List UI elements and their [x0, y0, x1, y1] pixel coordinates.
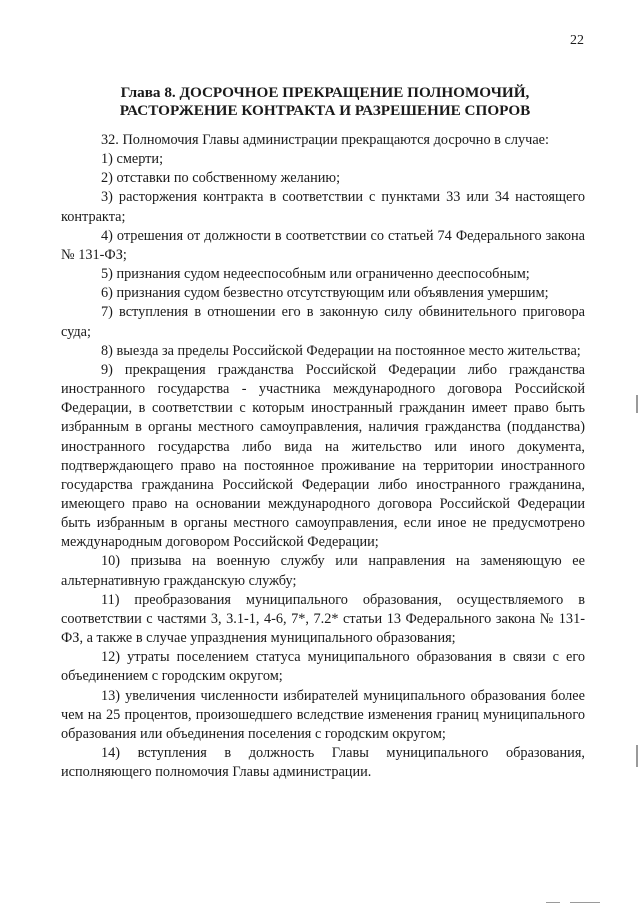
chapter-title [60, 84, 590, 120]
list-item: 10) призыва на военную службу или направления на заменяющую ее альтернативную гражданскую службу; [61, 553, 585, 589]
scan-edge-mark [546, 902, 560, 903]
list-item: 11) преобразования муниципального образования, осуществляемого в соответствии с частями 3, 3.1-1, 4-6, 7*, 7.2* статьи 13 Федерального закона № 131-ФЗ, а также в случае упразднения муниципального образования; [61, 591, 585, 647]
paragraph-intro: 32. Полномочия Главы администрации прекращаются досрочно в случае: [101, 132, 549, 148]
scan-edge-mark [636, 395, 638, 413]
list-item: 13) увеличения численности избирателей муниципального образования более чем на 25 процентов, произошедшего вследствие изменения границ муниципального образования или объединения поселения с городским округом; [61, 687, 585, 742]
list-item: 12) утраты поселением статуса муниципального образования в связи с его объединением с городским округом; [61, 649, 585, 685]
scan-edge-mark [570, 902, 600, 903]
list-item: 9) прекращения гражданства Российской Федерации либо гражданства иностранного государства - участника международного договора Российской Федерации, в соответствии с которым иностранный гражданин имеет право быть избранным в органы местного самоуправления, наличия гражданства (подданства) иностранного государства либо вида на жительство или иного документа, подтверждающего право на постоянное проживание на территории иностранного государства гражданина Российской Федерации либо иностранного гражданина, имеющего право на основании международного договора Российской Федерации быть избранным в органы местного самоуправления, если иное не предусмотрено международным договором Российской Федерации; [61, 361, 585, 551]
list-item: 5) признания судом недееспособным или ограниченно дееспособным; [101, 266, 530, 283]
list-item: 8) выезда за пределы Российской Федерации на постоянное место жительства; [101, 342, 581, 359]
list-item: 7) вступления в отношении его в законную силу обвинительного приговора суда; [61, 304, 585, 340]
list-item: 6) признания судом безвестно отсутствующим или объявления умершим; [101, 285, 549, 302]
list-item: 4) отрешения от должности в соответствии со статьей 74 Федерального закона № 131-ФЗ; [61, 227, 585, 263]
list-item: 1) смерти; [101, 151, 164, 168]
chapter-title-line-2: РАСТОРЖЕНИЕ КОНТРАКТА И РАЗРЕШЕНИЕ СПОРОВ [119, 102, 531, 119]
document-body [61, 131, 585, 782]
list-item: 14) вступления в должность Главы муниципального образования, исполняющего полномочия Главы администрации. [61, 745, 585, 781]
list-item: 2) отставки по собственному желанию; [101, 170, 341, 187]
page-number: 22 [570, 33, 584, 48]
list-item: 3) расторжения контракта в соответствии с пунктами 33 или 34 настоящего контракта; [61, 189, 585, 225]
scan-edge-mark [636, 745, 638, 767]
chapter-title-line-1: Глава 8. ДОСРОЧНОЕ ПРЕКРАЩЕНИЕ ПОЛНОМОЧИЙ, [120, 84, 530, 101]
